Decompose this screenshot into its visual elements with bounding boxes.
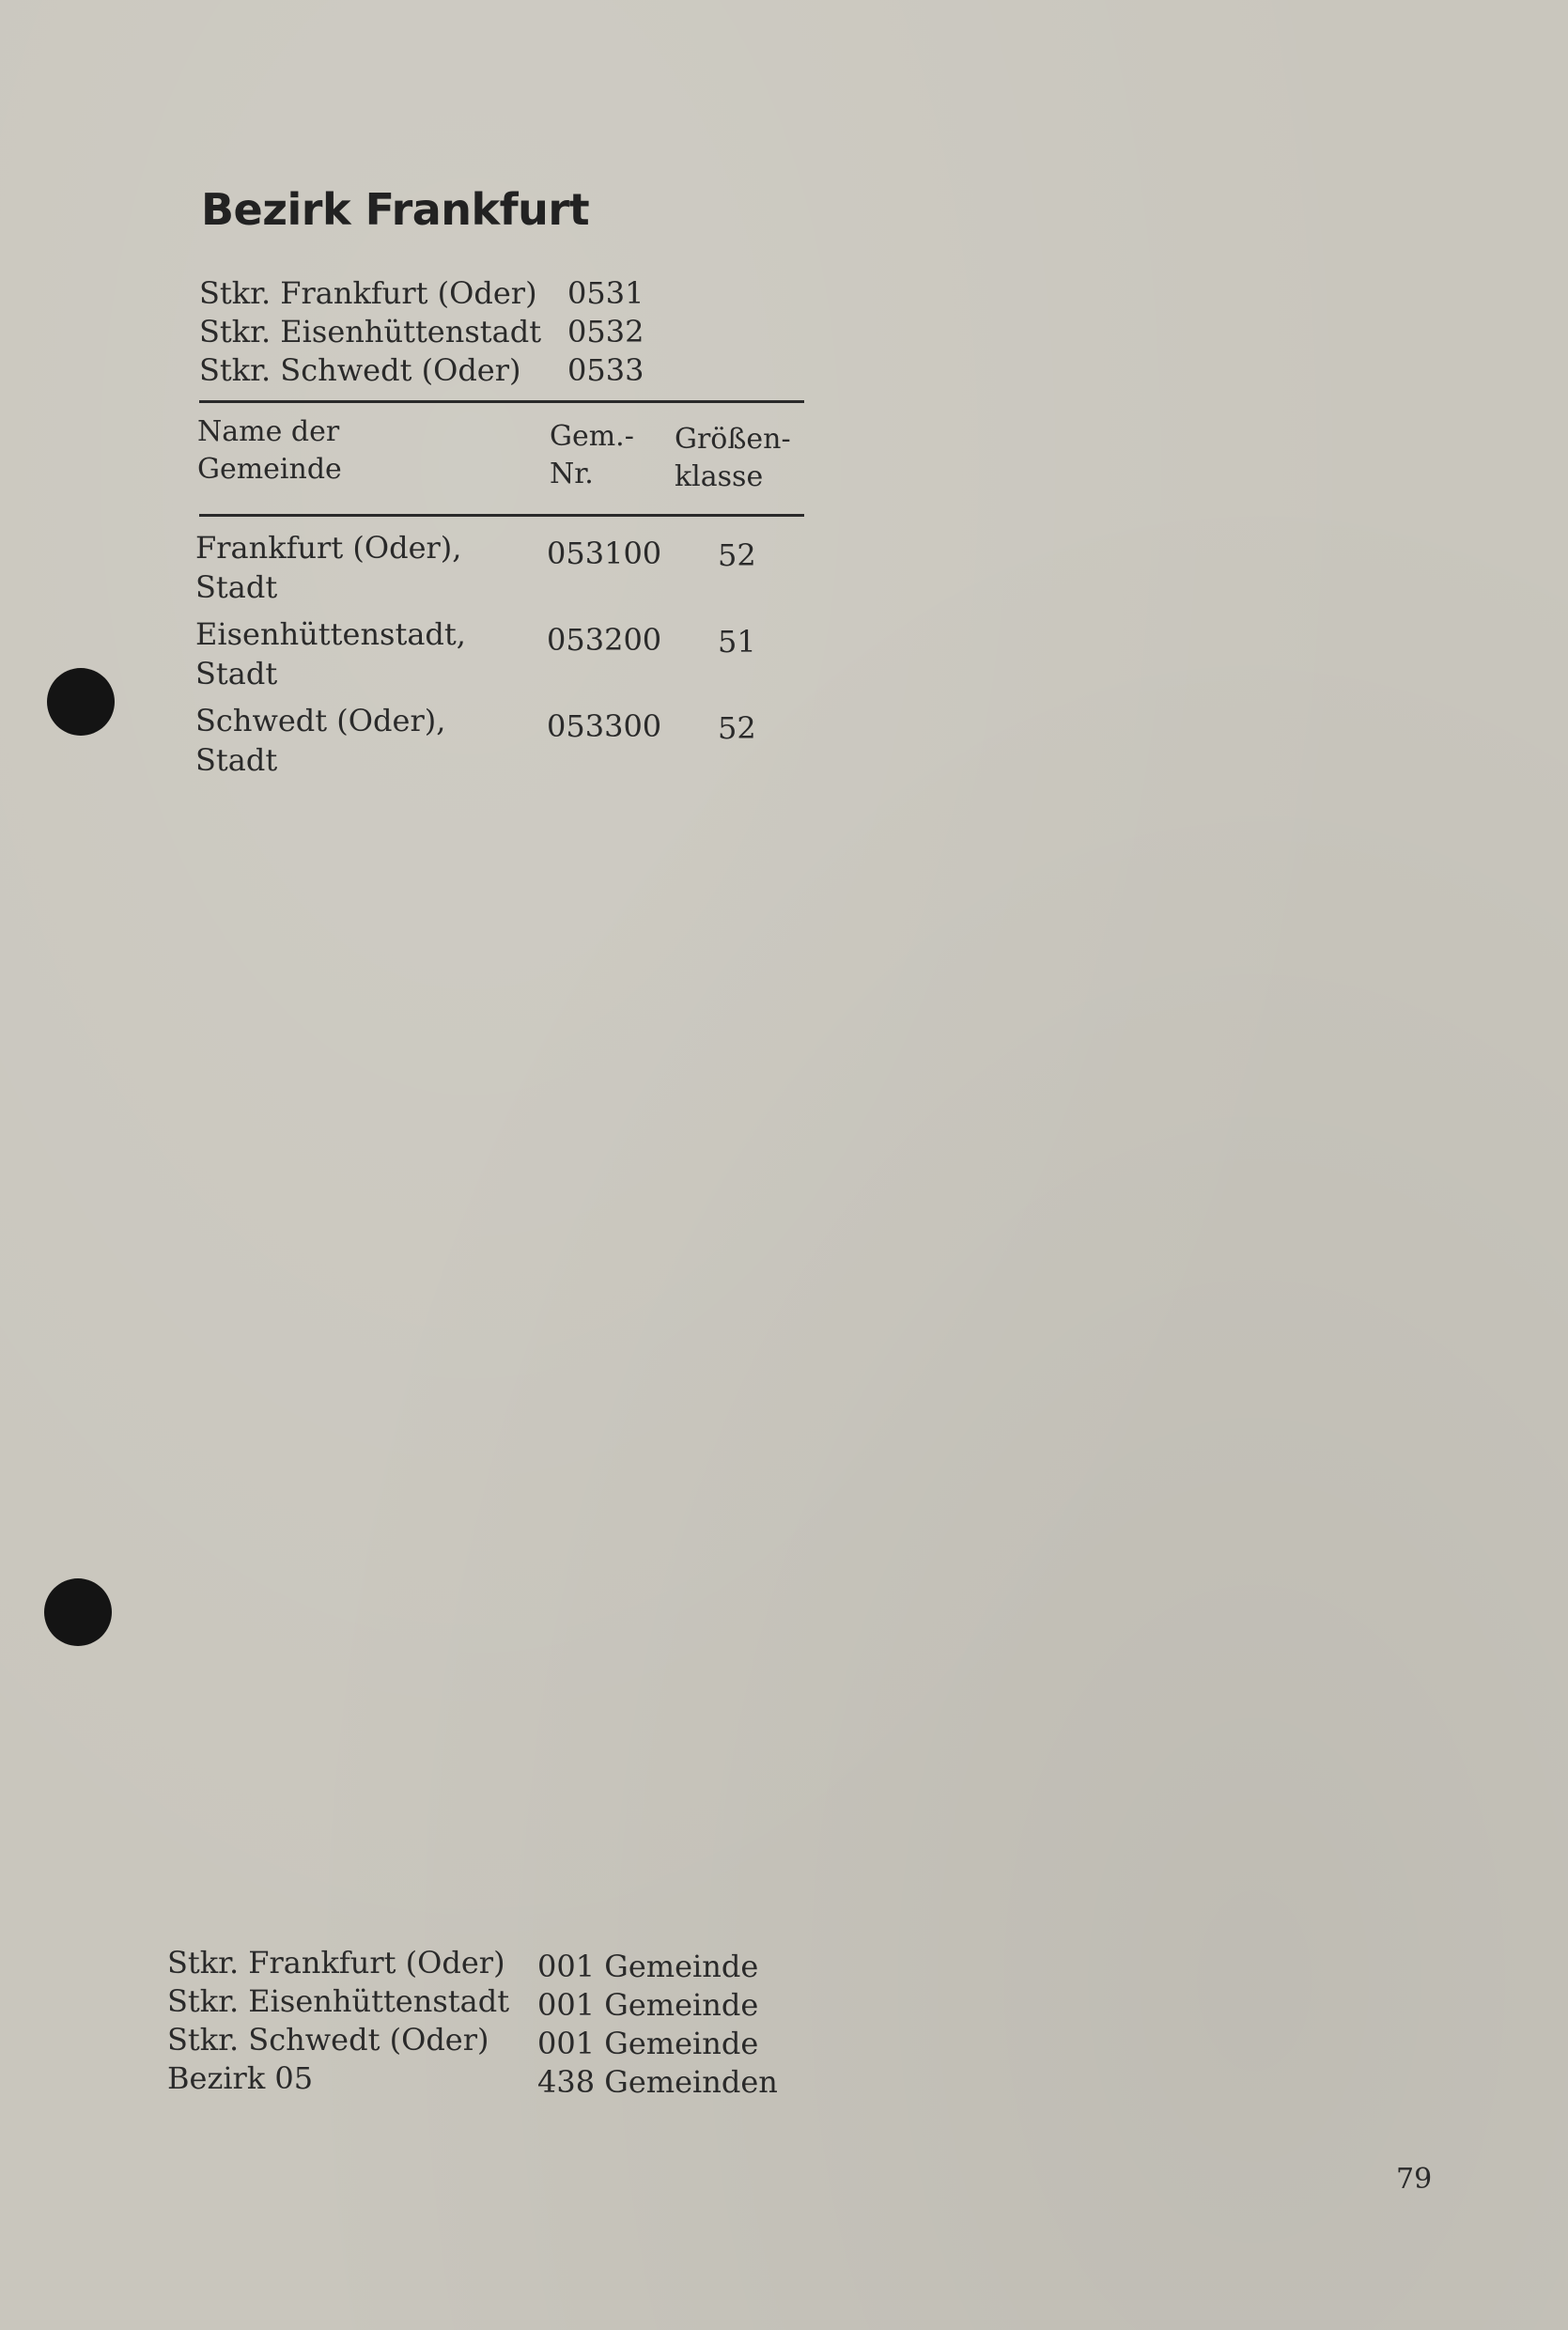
stadtkreis-name: Stkr. Frankfurt (Oder) (199, 275, 537, 311)
summary-count: 001 Gemeinde (537, 1987, 759, 2023)
gemeinde-name: Frankfurt (Oder), Stadt (195, 530, 462, 605)
gemeinde-number: 053200 (547, 622, 662, 658)
size-class: 52 (718, 537, 756, 573)
summary-row (167, 1944, 825, 1982)
summary-name: Stkr. Frankfurt (Oder) (167, 1945, 505, 1980)
summary-name: Stkr. Schwedt (Oder) (167, 2022, 489, 2058)
summary-count: 001 Gemeinde (537, 2026, 759, 2061)
size-class: 51 (718, 624, 756, 660)
summary-row (167, 2059, 825, 2098)
gemeinde-name: Eisenhüttenstadt, Stadt (195, 616, 466, 691)
punch-hole (44, 1578, 112, 1646)
stadtkreis-name: Stkr. Eisenhüttenstadt (199, 314, 542, 350)
stadtkreis-list (199, 274, 669, 390)
summary-count: 001 Gemeinde (537, 1949, 759, 1984)
page-number: 79 (1396, 2163, 1433, 2196)
stadtkreis-code: 0532 (567, 314, 644, 350)
size-class: 52 (718, 710, 756, 746)
gemeinde-number: 053100 (547, 536, 662, 571)
gemeinde-name: Schwedt (Oder), Stadt (195, 703, 446, 778)
punch-hole (47, 668, 115, 736)
table-header-rule (199, 514, 804, 517)
stadtkreis-code: 0531 (567, 275, 644, 311)
summary-list (167, 1944, 825, 2098)
table-top-rule (199, 400, 804, 403)
summary-name: Bezirk 05 (167, 2060, 314, 2096)
page-title: Bezirk Frankfurt (201, 184, 590, 235)
stadtkreis-name: Stkr. Schwedt (Oder) (199, 352, 521, 388)
stadtkreis-code: 0533 (567, 352, 644, 388)
header-name: Name der Gemeinde (197, 415, 342, 486)
stadtkreis-row (199, 351, 669, 390)
header-gem-nr: Gem.- Nr. (550, 420, 634, 490)
summary-row (167, 2021, 825, 2059)
summary-name: Stkr. Eisenhüttenstadt (167, 1983, 510, 2019)
summary-count: 438 Gemeinden (537, 2064, 778, 2100)
gemeinde-number: 053300 (547, 708, 662, 744)
summary-row (167, 1982, 825, 2021)
stadtkreis-row (199, 274, 669, 313)
header-size-class: Größen- klasse (675, 423, 791, 493)
stadtkreis-row (199, 313, 669, 351)
